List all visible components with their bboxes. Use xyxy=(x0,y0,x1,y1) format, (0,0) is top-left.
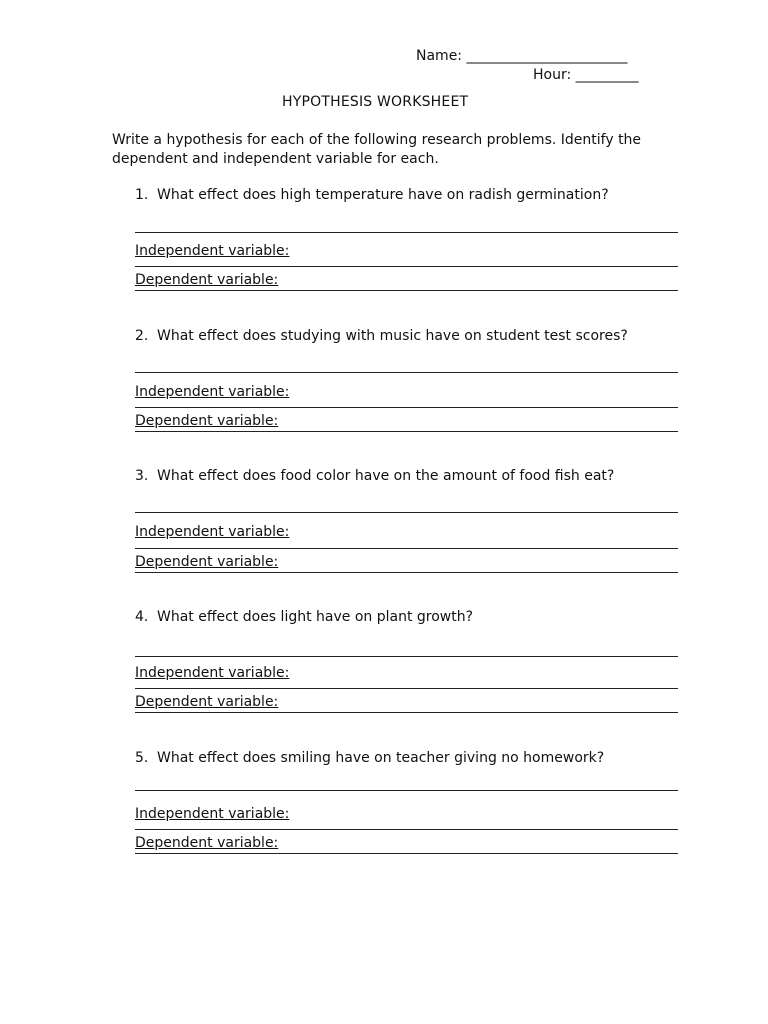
dependent-answer-line xyxy=(135,572,678,573)
question-number: 4. xyxy=(135,609,149,625)
question-number: 5. xyxy=(135,750,149,766)
problem-item xyxy=(135,750,680,870)
page-title: HYPOTHESIS WORKSHEET xyxy=(282,94,469,110)
hypothesis-answer-line xyxy=(135,656,678,657)
problem-item xyxy=(135,328,680,448)
independent-answer-line xyxy=(135,407,678,408)
dependent-variable-label: Dependent variable: xyxy=(135,694,279,710)
dependent-answer-line xyxy=(135,290,678,291)
instructions-text: Write a hypothesis for each of the following research problems. Identify the dependent and independent variable for each. xyxy=(112,132,642,167)
independent-answer-line xyxy=(135,688,678,689)
dependent-answer-line xyxy=(135,712,678,713)
independent-variable-label: Independent variable: xyxy=(135,806,290,822)
problem-item xyxy=(135,468,680,588)
independent-answer-line xyxy=(135,829,678,830)
question-label: What effect does light have on plant growth? xyxy=(157,609,474,625)
problem-item xyxy=(135,187,680,307)
independent-answer-line xyxy=(135,548,678,549)
hypothesis-answer-line xyxy=(135,790,678,791)
hour-field-label: Hour: _________ xyxy=(533,67,639,83)
independent-variable-label: Independent variable: xyxy=(135,524,290,540)
problem-item xyxy=(135,609,680,729)
dependent-variable-label: Dependent variable: xyxy=(135,835,279,851)
dependent-answer-line xyxy=(135,431,678,432)
question-text xyxy=(135,750,604,766)
dependent-variable-label: Dependent variable: xyxy=(135,272,279,288)
name-field-label: Name: _______________________ xyxy=(416,48,628,64)
independent-variable-label: Independent variable: xyxy=(135,243,290,259)
independent-answer-line xyxy=(135,266,678,267)
hypothesis-answer-line xyxy=(135,372,678,373)
hypothesis-answer-line xyxy=(135,512,678,513)
question-label: What effect does high temperature have on radish germination? xyxy=(157,187,609,203)
question-label: What effect does smiling have on teacher giving no homework? xyxy=(157,750,605,766)
question-number: 3. xyxy=(135,468,149,484)
question-text xyxy=(135,468,614,484)
question-label: What effect does food color have on the amount of food fish eat? xyxy=(157,468,615,484)
question-number: 1. xyxy=(135,187,149,203)
independent-variable-label: Independent variable: xyxy=(135,665,290,681)
question-text xyxy=(135,609,473,625)
question-text xyxy=(135,328,628,344)
dependent-answer-line xyxy=(135,853,678,854)
hypothesis-answer-line xyxy=(135,232,678,233)
question-label: What effect does studying with music have on student test scores? xyxy=(157,328,628,344)
question-number: 2. xyxy=(135,328,149,344)
dependent-variable-label: Dependent variable: xyxy=(135,554,279,570)
question-text xyxy=(135,187,609,203)
dependent-variable-label: Dependent variable: xyxy=(135,413,279,429)
independent-variable-label: Independent variable: xyxy=(135,384,290,400)
